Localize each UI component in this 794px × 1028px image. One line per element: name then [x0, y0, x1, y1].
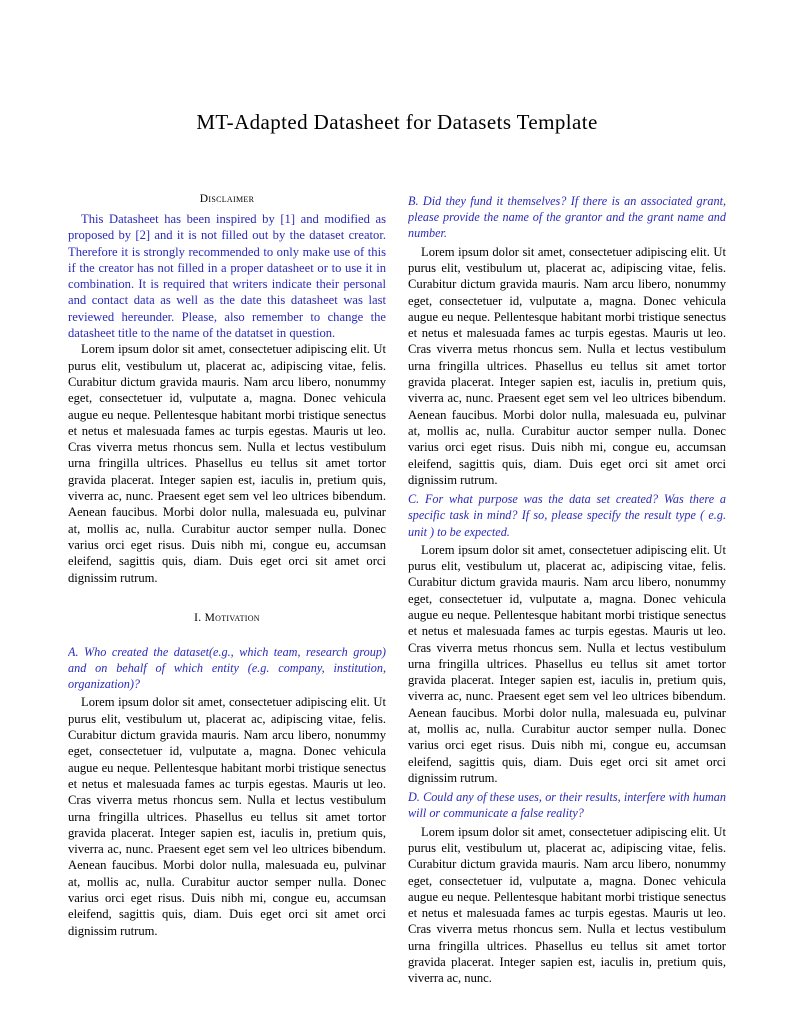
right-column [408, 193, 726, 1028]
disclaimer-heading: Disclaimer [199, 193, 255, 205]
left-column [68, 193, 386, 1028]
answer-d: Lorem ipsum dolor sit amet, consectetuer adipiscing elit. Ut purus elit, vestibulum ut, placerat ac, adipiscing vitae, felis. Curabitur dictum gravida mauris. Nam arcu libero, nonummy eget, consectetuer id, vulputate a, magna. Donec vehicula augue eu neque. Pellentesque habitant morbi tristique senectus et netus et malesuada fames ac turpis egestas. Mauris ut leo. Cras viverra metus rhoncus sem. Nulla et lectus vestibulum urna fringilla ultrices. Phasellus eu tellus sit amet tortor gravida placerat. Integer sapien est, iaculis in, pretium quis, viverra ac, nunc. [408, 824, 726, 986]
answer-a: Lorem ipsum dolor sit amet, consectetuer adipiscing elit. Ut purus elit, vestibulum ut, placerat ac, adipiscing vitae, felis. Curabitur dictum gravida mauris. Nam arcu libero, nonummy eget, consectetuer id, vulputate a, magna. Donec vehicula augue eu neque. Pellentesque habitant morbi tristique senectus et netus et malesuada fames ac turpis egestas. Mauris ut leo. Cras viverra metus rhoncus sem. Nulla et lectus vestibulum urna fringilla ultrices. Phasellus eu tellus sit amet tortor gravida placerat. Integer sapien est, iaculis in, pretium quis, viverra ac, nunc. Praesent eget sem vel leo ultrices bibendum. Aenean faucibus. Morbi dolor nulla, malesuada eu, pulvinar at, mollis ac, nulla. Curabitur auctor semper nulla. Donec varius orci eget risus. Duis nibh mi, congue eu, accumsan eleifend, sagittis quis, diam. Duis eget orci sit amet orci dignissim rutrum. [68, 695, 386, 938]
section-heading-motivation: I. Motivation [194, 611, 260, 624]
two-column-body [68, 193, 726, 1028]
question-c: C. For what purpose was the data set created? Was there a specific task in mind? If so, please specify the result type ( e.g. unit ) to be expected. [408, 492, 726, 539]
question-a: A. Who created the dataset(e.g., which team, research group) and on behalf of which entity (e.g. company, institution, organization)? [68, 644, 386, 692]
disclaimer-lorem-paragraph: Lorem ipsum dolor sit amet, consectetuer adipiscing elit. Ut purus elit, vestibulum ut, placerat ac, adipiscing vitae, felis. Curabitur dictum gravida mauris. Nam arcu libero, nonummy eget, consectetuer id, vulputate a, magna. Donec vehicula augue eu neque. Pellentesque habitant morbi tristique senectus et netus et malesuada fames ac turpis egestas. Mauris ut leo. Cras viverra metus rhoncus sem. Nulla et lectus vestibulum urna fringilla ultrices. Phasellus eu tellus sit amet tortor gravida placerat. Integer sapien est, iaculis in, pretium quis, viverra ac, nunc. Praesent eget sem vel leo ultrices bibendum. Aenean faucibus. Morbi dolor nulla, malesuada eu, pulvinar at, mollis ac, nulla. Curabitur auctor semper nulla. Donec varius orci eget risus. Duis nibh mi, congue eu, accumsan eleifend, sagittis quis, diam. Duis eget orci sit amet orci dignissim rutrum. [68, 342, 386, 585]
disclaimer-body: This Datasheet has been inspired by [1] and modified as proposed by [2] and it is not filled out by the dataset creator. Therefore it is strongly recommended to only make use of this if the creator has not filled in a proper datasheet or to use it in combination. It is required that writers indicate their personal and contact data as well as the date this datasheet was last reviewed hereunder. Please, also remember to change the datasheet title to the name of the datatset in question. [68, 212, 386, 341]
question-b: B. Did they fund it themselves? If there is an associated grant, please provide the name of the grantor and the grant name and number. [408, 194, 726, 241]
question-d: D. Could any of these uses, or their results, interfere with human will or communicate a false reality? [408, 790, 726, 821]
page-title: MT-Adapted Datasheet for Datasets Template [196, 110, 598, 135]
answer-b: Lorem ipsum dolor sit amet, consectetuer adipiscing elit. Ut purus elit, vestibulum ut, placerat ac, adipiscing vitae, felis. Curabitur dictum gravida mauris. Nam arcu libero, nonummy eget, consectetuer id, vulputate a, magna. Donec vehicula augue eu neque. Pellentesque habitant morbi tristique senectus et netus et malesuada fames ac turpis egestas. Mauris ut leo. Cras viverra metus rhoncus sem. Nulla et lectus vestibulum urna fringilla ultrices. Phasellus eu tellus sit amet tortor gravida placerat. Integer sapien est, iaculis in, pretium quis, viverra ac, nunc. Praesent eget sem vel leo ultrices bibendum. Aenean faucibus. Morbi dolor nulla, malesuada eu, pulvinar at, mollis ac, nulla. Curabitur auctor semper nulla. Donec varius orci eget risus. Duis nibh mi, congue eu, accumsan eleifend, sagittis quis, diam. Duis eget orci sit amet orci dignissim rutrum. [408, 244, 726, 487]
answer-c: Lorem ipsum dolor sit amet, consectetuer adipiscing elit. Ut purus elit, vestibulum ut, placerat ac, adipiscing vitae, felis. Curabitur dictum gravida mauris. Nam arcu libero, nonummy eget, consectetuer id, vulputate a, magna. Donec vehicula augue eu neque. Pellentesque habitant morbi tristique senectus et netus et malesuada fames ac turpis egestas. Mauris ut leo. Cras viverra metus rhoncus sem. Nulla et lectus vestibulum urna fringilla ultrices. Phasellus eu tellus sit amet tortor gravida placerat. Integer sapien est, iaculis in, pretium quis, viverra ac, nunc. Praesent eget sem vel leo ultrices bibendum. Aenean faucibus. Morbi dolor nulla, malesuada eu, pulvinar at, mollis ac, nulla. Curabitur auctor semper nulla. Donec varius orci eget risus. Duis nibh mi, congue eu, accumsan eleifend, sagittis quis, diam. Duis eget orci sit amet orci dignissim rutrum. [408, 542, 726, 785]
